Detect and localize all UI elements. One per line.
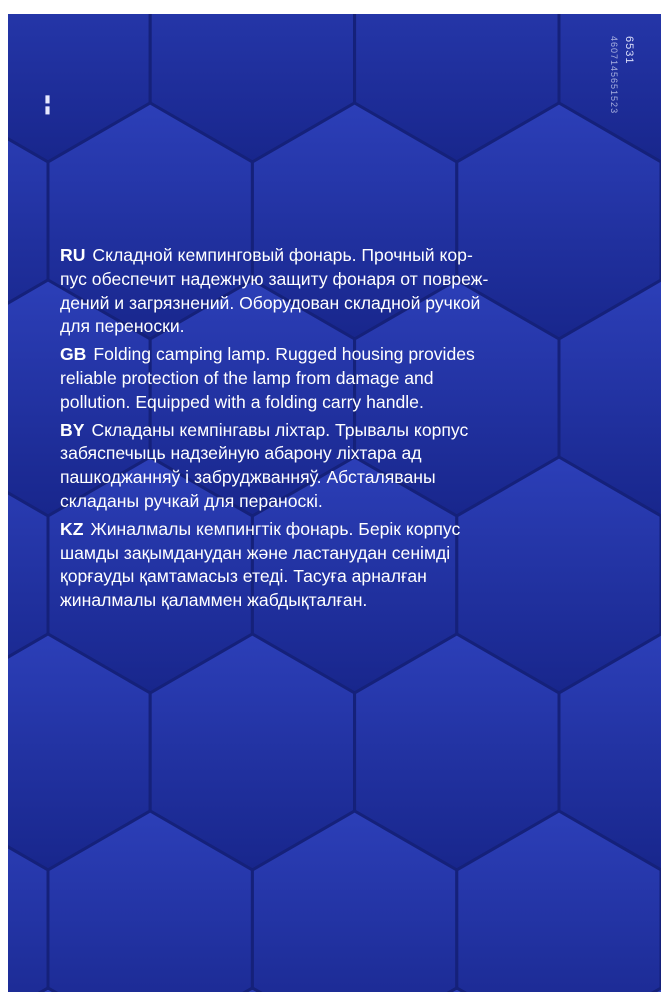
language-code: RU	[60, 245, 86, 265]
description-text: Складаны кемпінгавы ліхтар. Трывалы корпус забяспечыць надзейную абарону ліхтара ад пашкоджанняў і забруджванняў. Абсталяваны складаны ручкай для пераноскі.	[60, 419, 469, 511]
side-code: 6531	[623, 36, 635, 65]
side-barcode-text: 4607145651523	[609, 36, 619, 115]
description-by	[60, 419, 590, 514]
language-code: BY	[60, 419, 85, 440]
packaging-panel	[8, 14, 661, 992]
language-code: GB	[60, 344, 87, 365]
description-text: Жиналмалы кемпингтік фонарь. Берік корпус шамды зақымданудан және ластанудан сенімді қорғауды қамтамасыз етеді. Тасуға арналған жиналмалы қаламмен жабдықталған.	[60, 518, 461, 611]
description-text: Складной кемпинговый фонарь. Прочный кор- пус обеспечит надежную защиту фонаря от повреж- дений и загрязнений. Оборудован складной ручкой для переноски.	[60, 245, 489, 337]
description-gb	[60, 343, 590, 414]
language-code: KZ	[60, 518, 84, 539]
description-block	[60, 244, 590, 617]
description-text: Folding camping lamp. Rugged housing provides reliable protection of the lamp from damage and pollution. Equipped with a folding carry handle.	[60, 344, 475, 412]
description-kz	[60, 518, 590, 613]
description-ru	[60, 244, 590, 339]
barcode-mark-icon: ▮▮	[42, 94, 53, 116]
